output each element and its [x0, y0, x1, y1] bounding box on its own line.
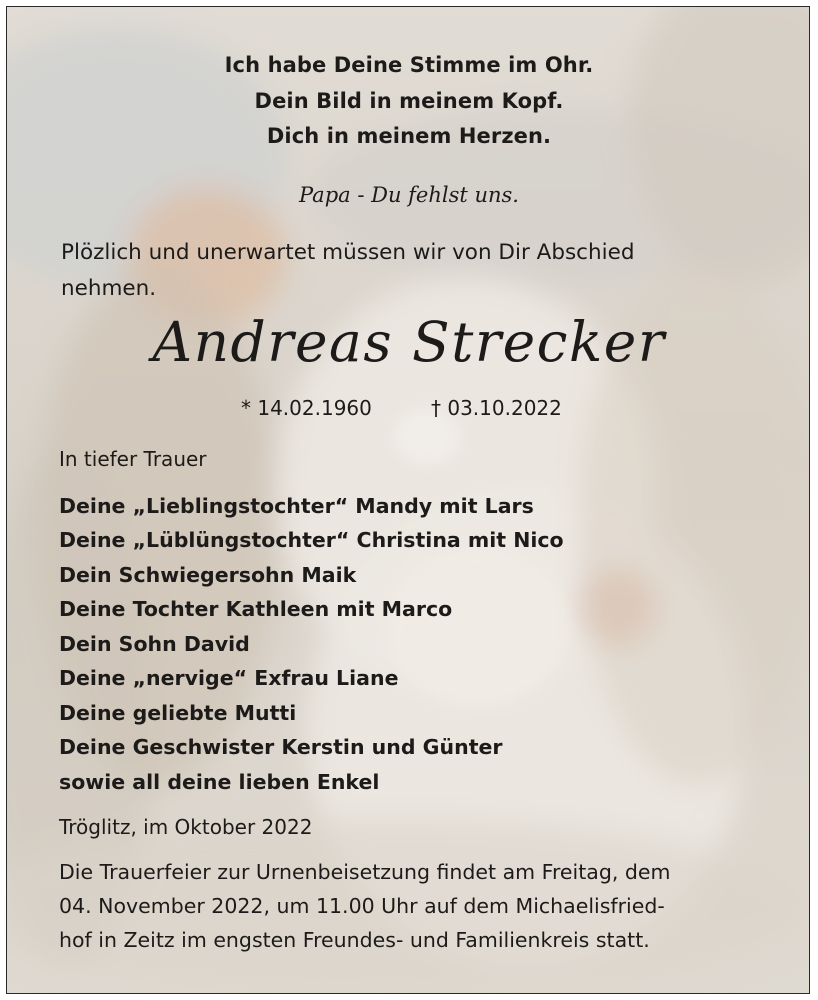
intro-line: Plözlich und unerwartet müssen wir von Dir Abschied	[61, 240, 635, 265]
motto-line: Dich in meinem Herzen.	[266, 124, 552, 148]
death-date: † 03.10.2022	[431, 396, 562, 420]
funeral-info-line: 04. November 2022, um 11.00 Uhr auf dem Michaelisfried-	[59, 894, 665, 918]
mourner-line: Deine „Lüblüngstochter“ Christina mit Nico	[59, 528, 564, 552]
deceased-name: Andreas Strecker	[152, 310, 666, 374]
mourner-line: Deine „Lieblingstochter“ Mandy mit Lars	[59, 494, 534, 518]
mourner-line: Deine Geschwister Kerstin und Günter	[59, 735, 503, 759]
obituary-card	[6, 6, 810, 994]
motto-subline: Papa - Du fehlst uns.	[299, 183, 519, 207]
mourner-line: Deine „nervige“ Exfrau Liane	[59, 666, 399, 690]
mourner-line: Dein Sohn David	[59, 632, 250, 656]
mourning-heading: In tiefer Trauer	[59, 447, 207, 471]
place-date: Tröglitz, im Oktober 2022	[59, 815, 313, 839]
mourner-line: Deine geliebte Mutti	[59, 701, 297, 725]
mourner-line: Deine Tochter Kathleen mit Marco	[59, 597, 453, 621]
mourner-line: sowie all deine lieben Enkel	[59, 770, 380, 794]
funeral-info-line: Die Trauerfeier zur Urnenbeisetzung findet am Freitag, dem	[59, 860, 671, 884]
birth-date: * 14.02.1960	[241, 396, 372, 420]
funeral-info-line: hof in Zeitz im engsten Freundes- und Familienkreis statt.	[59, 928, 650, 952]
obituary-content	[7, 7, 809, 993]
motto-line: Dein Bild in meinem Kopf.	[254, 89, 564, 113]
motto-line: Ich habe Deine Stimme im Ohr.	[224, 53, 594, 77]
mourner-line: Dein Schwiegersohn Maik	[59, 563, 357, 587]
intro-line: nehmen.	[61, 276, 157, 301]
